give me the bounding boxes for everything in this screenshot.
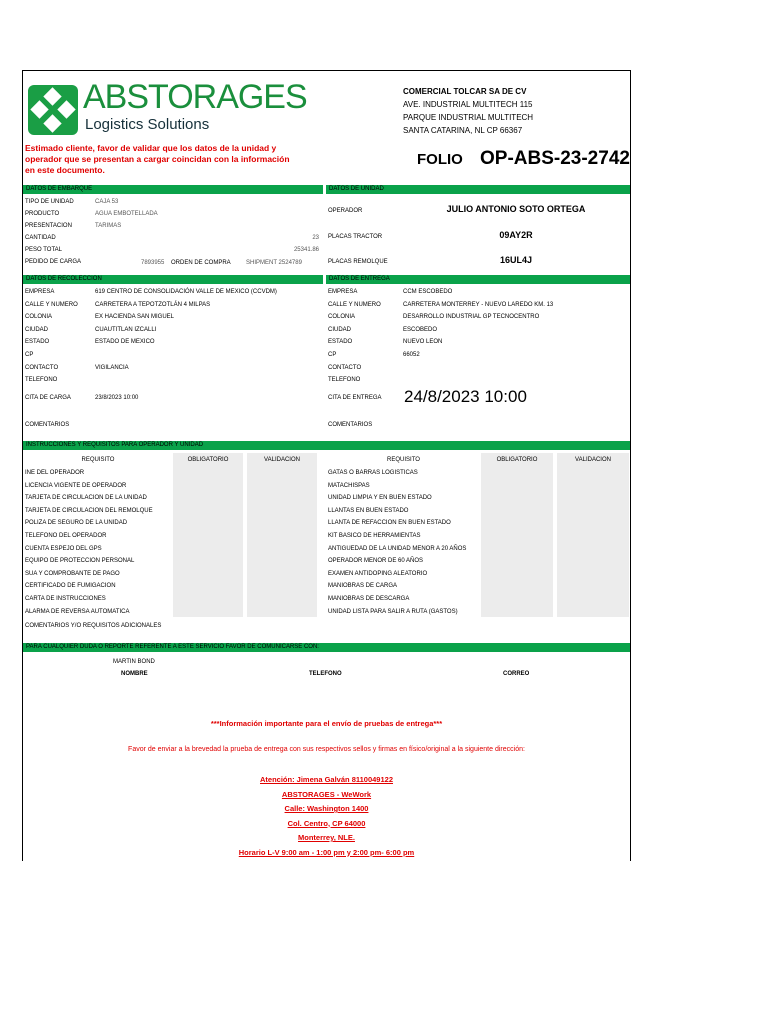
requirement-item: TELEFONO DEL OPERADOR — [25, 532, 107, 539]
address-line: Horario L-V 9:00 am - 1:00 pm y 2:00 pm- 6:00 pm — [238, 847, 415, 857]
requirement-item: MANIOBRAS DE DESCARGA — [328, 595, 410, 602]
address-line: Calle: Washington 1400 — [284, 804, 369, 813]
field-label: PESO TOTAL — [25, 247, 63, 253]
field-label: ESTADO — [25, 339, 50, 346]
requirement-item: UNIDAD LISTA PARA SALIR A RUTA (GASTOS) — [328, 608, 458, 615]
field-value: 66052 — [403, 351, 420, 358]
field-value: EX HACIENDA SAN MIGUEL — [95, 314, 175, 321]
field-label: EMPRESA — [328, 289, 358, 295]
field-value: CAJA 53 — [95, 199, 119, 205]
field-value: NUEVO LEON — [403, 339, 443, 346]
pickup-appointment: 23/8/2023 10:00 — [95, 395, 139, 401]
operator-name: JULIO ANTONIO SOTO ORTEGA — [446, 204, 586, 214]
requirement-item: UNIDAD LIMPIA Y EN BUEN ESTADO — [328, 495, 432, 502]
notice-line: Estimado cliente, favor de validar que los datos de la unidad y — [25, 143, 277, 153]
field-label: ESTADO — [328, 339, 353, 346]
delivery-appointment: 24/8/2023 10:00 — [404, 387, 527, 406]
contact-email-label: CORREO — [503, 671, 530, 677]
requirement-item: EQUIPO DE PROTECCION PERSONAL — [25, 558, 135, 565]
contact-phone-label: TELEFONO — [309, 671, 342, 677]
contact-name: MARTIN BOND — [113, 659, 155, 665]
field-value-shipment: SHIPMENT 2524789 — [246, 260, 302, 266]
field-label: CIUDAD — [328, 326, 352, 333]
field-label: TELEFONO — [328, 377, 361, 384]
requirement-item: POLIZA DE SEGURO DE LA UNIDAD — [25, 520, 128, 527]
folio-value: OP-ABS-23-2742 — [480, 148, 630, 169]
requirement-item: TARJETA DE CIRCULACION DEL REMOLQUE — [25, 507, 153, 514]
field-value-peso: 25341.86 — [293, 247, 319, 253]
tractor-plates: 09AY2R — [499, 230, 533, 240]
field-label: PLACAS TRACTOR — [328, 234, 383, 240]
document-sheet — [22, 70, 631, 861]
field-value: CUAUTITLAN IZCALLI — [95, 326, 157, 333]
field-value — [403, 364, 553, 377]
field-label: PEDIDO DE CARGA — [25, 259, 82, 265]
field-label: CIUDAD — [25, 326, 49, 333]
field-label: COLONIA — [25, 314, 53, 321]
field-value — [95, 351, 277, 364]
field-value-pedido: 7893955 — [141, 260, 165, 266]
field-value: AGUA EMBOTELLADA — [95, 211, 158, 217]
requirement-item: MATACHISPAS — [328, 482, 370, 489]
column-header-validacion: VALIDACION — [575, 457, 611, 463]
requirement-item: OPERADOR MENOR DE 60 AÑOS — [328, 558, 424, 565]
trailer-plates: 16UL4J — [499, 255, 533, 265]
entrega-labels — [328, 288, 381, 389]
company-line: AVE. INDUSTRIAL MULTITECH 115 — [403, 100, 533, 109]
requirement-item: MANIOBRAS DE CARGA — [328, 583, 398, 590]
requirement-item: CUENTA ESPEJO DEL GPS — [25, 545, 102, 552]
important-notice: ***Información importante para el envío de pruebas de entrega*** — [210, 719, 443, 728]
field-label: CP — [25, 351, 34, 358]
field-label: COLONIA — [328, 314, 356, 321]
field-value: VIGILANCIA — [95, 364, 129, 371]
field-label: COMENTARIOS — [328, 422, 373, 428]
requirement-item: INE DEL OPERADOR — [25, 470, 85, 476]
requirements-right — [328, 469, 466, 620]
field-label: OPERADOR — [328, 208, 363, 214]
obligatorio-column-left — [173, 453, 243, 617]
requirement-item: LLANTA DE REFACCION EN BUEN ESTADO — [328, 520, 451, 527]
company-line: PARQUE INDUSTRIAL MULTITECH — [403, 113, 534, 122]
field-label: CONTACTO — [25, 364, 59, 371]
embarque-labels — [25, 198, 81, 270]
requirement-item: EXAMEN ANTIDOPING ALEATORIO — [328, 570, 428, 577]
field-label: CP — [328, 351, 337, 358]
recoleccion-values — [95, 288, 277, 389]
column-header-requisito: REQUISITO — [81, 457, 115, 463]
field-value-cantidad: 23 — [312, 235, 319, 241]
field-label-orden: ORDEN DE COMPRA — [171, 260, 231, 266]
requirement-item: KIT BASICO DE HERRAMIENTAS — [328, 532, 421, 539]
field-label: CONTACTO — [328, 364, 362, 371]
requirement-item: LICENCIA VIGENTE DE OPERADOR — [25, 482, 127, 489]
field-label: PRESENTACION — [25, 223, 72, 229]
field-value: ESCOBEDO — [403, 326, 438, 333]
field-label: PRODUCTO — [25, 211, 60, 217]
requirement-item: CARTA DE INSTRUCCIONES — [25, 595, 106, 602]
field-value: CARRETERA MONTERREY - NUEVO LAREDO KM. 13 — [403, 301, 554, 308]
requirement-item: TARJETA DE CIRCULACION DE LA UNIDAD — [25, 495, 147, 502]
section-header-instrucciones: INSTRUCCIONES Y REQUISITOS PARA OPERADOR Y UNIDAD — [23, 441, 630, 450]
field-value: CCM ESCOBEDO — [403, 289, 453, 295]
address-line: Atención: Jimena Galván 8110049122 — [260, 775, 393, 784]
section-header-contacto: PARA CUALQUIER DUDA O REPORTE REFERENTE A ESTE SERVICIO FAVOR DE COMUNICARSE CON: — [23, 643, 630, 652]
requirement-item: SUA Y COMPROBANTE DE PAGO — [25, 570, 120, 577]
section-header-embarque: DATOS DE EMBARQUE — [23, 185, 323, 194]
obligatorio-column-right — [481, 453, 553, 617]
company-line: SANTA CATARINA, NL CP 66367 — [403, 126, 523, 135]
column-header-obligatorio: OBLIGATORIO — [187, 457, 229, 463]
requirement-item: GATAS O BARRAS LOGISTICAS — [328, 470, 418, 476]
additional-comments-label: COMENTARIOS Y/O REQUISITOS ADICIONALES — [25, 623, 162, 629]
validacion-column-left — [247, 453, 317, 617]
field-label: TELEFONO — [25, 377, 58, 384]
field-value: ESTADO DE MEXICO — [95, 339, 155, 346]
field-value: 619 CENTRO DE CONSOLIDACIÓN VALLE DE MEXICO (CCVDM) — [95, 289, 277, 295]
column-header-requisito: REQUISITO — [387, 457, 420, 463]
folio-label: FOLIO — [417, 151, 463, 168]
requirement-item: LLANTAS EN BUEN ESTADO — [328, 507, 409, 514]
validacion-column-right — [557, 453, 629, 617]
field-label: CALLE Y NUMERO — [25, 301, 78, 308]
field-label: COMENTARIOS — [25, 422, 70, 428]
field-value: CARRETERA A TEPOTZOTLÁN 4 MILPAS — [95, 301, 211, 308]
field-label: CITA DE CARGA — [25, 395, 71, 401]
brand-tagline: Logistics Solutions — [85, 116, 210, 133]
embarque-values — [95, 198, 158, 234]
field-value — [95, 376, 277, 389]
requirement-item: ANTIGUEDAD DE LA UNIDAD MENOR A 20 AÑOS — [328, 545, 467, 552]
address-line: Monterrey, NLE. — [298, 833, 355, 842]
column-header-validacion: VALIDACION — [264, 457, 300, 463]
company-name: COMERCIAL TOLCAR SA DE CV — [403, 87, 527, 96]
delivery-address — [23, 773, 630, 860]
section-header-entrega: DATOS DE ENTREGA — [326, 275, 630, 284]
company-address — [403, 85, 533, 137]
field-label: EMPRESA — [25, 289, 55, 295]
field-value: DESARROLLO INDUSTRIAL GP TECNOCENTRO — [403, 314, 540, 321]
client-notice — [25, 143, 290, 176]
address-line: Col. Centro, CP 64000 — [287, 818, 366, 828]
field-label: PLACAS REMOLQUE — [328, 259, 388, 265]
section-header-recoleccion: DATOS DE RECOLECCION — [23, 275, 323, 284]
requirement-item: ALARMA DE REVERSA AUTOMATICA — [25, 608, 130, 615]
field-label: CITA DE ENTREGA — [328, 395, 382, 401]
recoleccion-labels — [25, 288, 78, 389]
address-line: ABSTORAGES - WeWork — [281, 789, 372, 799]
entrega-values — [403, 288, 553, 389]
column-header-obligatorio: OBLIGATORIO — [496, 457, 538, 463]
requirements-left — [25, 469, 153, 620]
notice-line: en este documento. — [25, 165, 105, 175]
brand-name: ABSTORAGES — [83, 78, 307, 116]
contact-name-label: NOMBRE — [121, 671, 148, 677]
field-value: TARIMAS — [95, 223, 122, 229]
section-header-unidad: DATOS DE UNIDAD — [326, 185, 630, 194]
notice-line: operador que se presentan a cargar coincidan con la información — [25, 154, 290, 164]
field-label: CANTIDAD — [25, 235, 56, 241]
delivery-proof-instruction: Favor de enviar a la brevedad la prueba de entrega con sus respectivos sellos y firmas en físico/original a la siguiente dirección: — [128, 746, 525, 753]
field-label: CALLE Y NUMERO — [328, 301, 381, 308]
field-label: TIPO DE UNIDAD — [25, 199, 74, 205]
logo-icon — [28, 85, 78, 135]
requirement-item: CERTIFICADO DE FUMIGACION — [25, 583, 116, 590]
